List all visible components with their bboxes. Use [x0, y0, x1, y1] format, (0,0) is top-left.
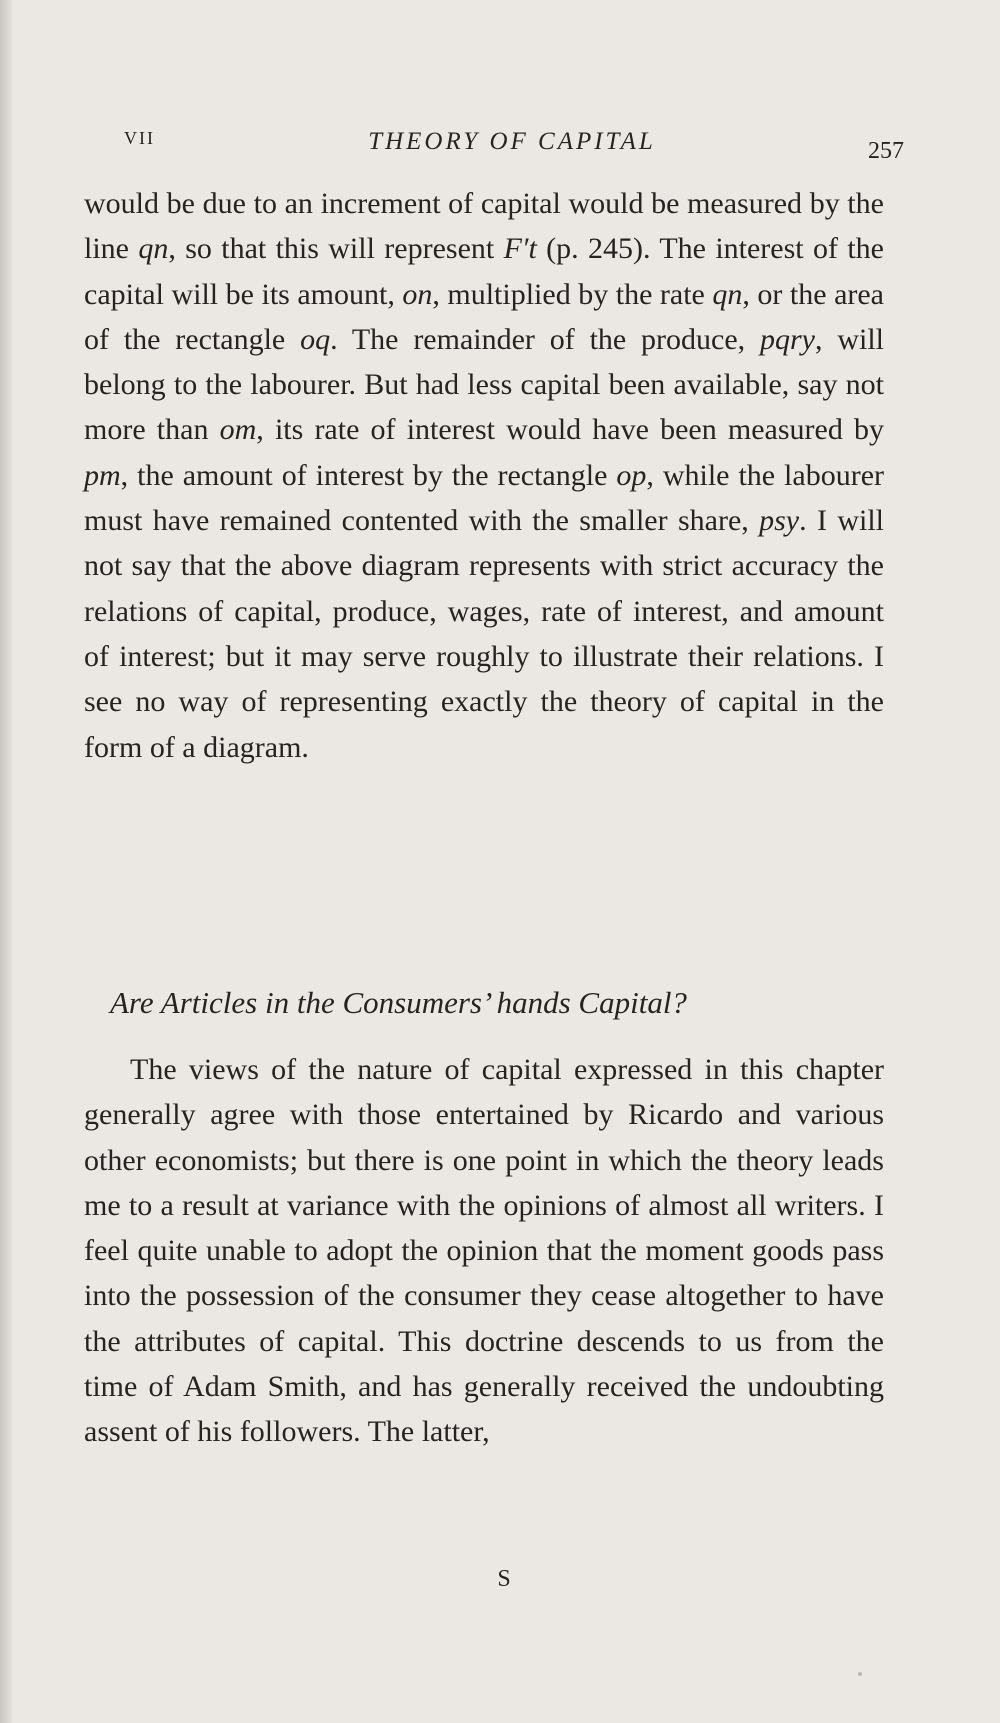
signature-mark: S [497, 1566, 511, 1592]
body-paragraph-2: The views of the nature of capital expressed in this chapter generally agree with those entertained by Ricardo and various other economists; but there is one point in which the theory leads me to a result at variance with the opinions of almost all writers. I feel quite unable to adopt the opinion that the moment goods pass into the possession of the consumer they cease altogether to have the attributes of capital. This doctrine descends to us from the time of Adam Smith, and has generally received the undoubting assent of his followers. The latter, [84, 1053, 884, 1449]
running-title: THEORY OF CAPITAL [368, 128, 656, 155]
section-heading: Are Articles in the Consumers’ hands Capital? [110, 985, 687, 1020]
paper-speck [858, 1672, 862, 1676]
body-paragraph-1: would be due to an increment of capital would be measured by the line qn, so that this will represent F′t (p. 245). The interest of the capital will be its amount, on, multiplied by the rate qn, or the area of the rectangle oq. The remainder of the produce, pqry, will belong to the labourer. But had less capital been available, say not more than om, its rate of interest would have been measured by pm, the amount of interest by the rectangle op, while the labourer must have remained contented with the smaller share, psy. I will not say that the above diagram represents with strict accuracy the relations of capital, produce, wages, rate of interest, and amount of interest; but it may serve roughly to illustrate their relations. I see no way of representing exactly the theory of capital in the form of a diagram. [84, 187, 885, 764]
chapter-number: VII [124, 128, 155, 148]
page-number: 257 [868, 138, 904, 164]
binding-edge [0, 0, 12, 1723]
running-header [124, 128, 904, 164]
